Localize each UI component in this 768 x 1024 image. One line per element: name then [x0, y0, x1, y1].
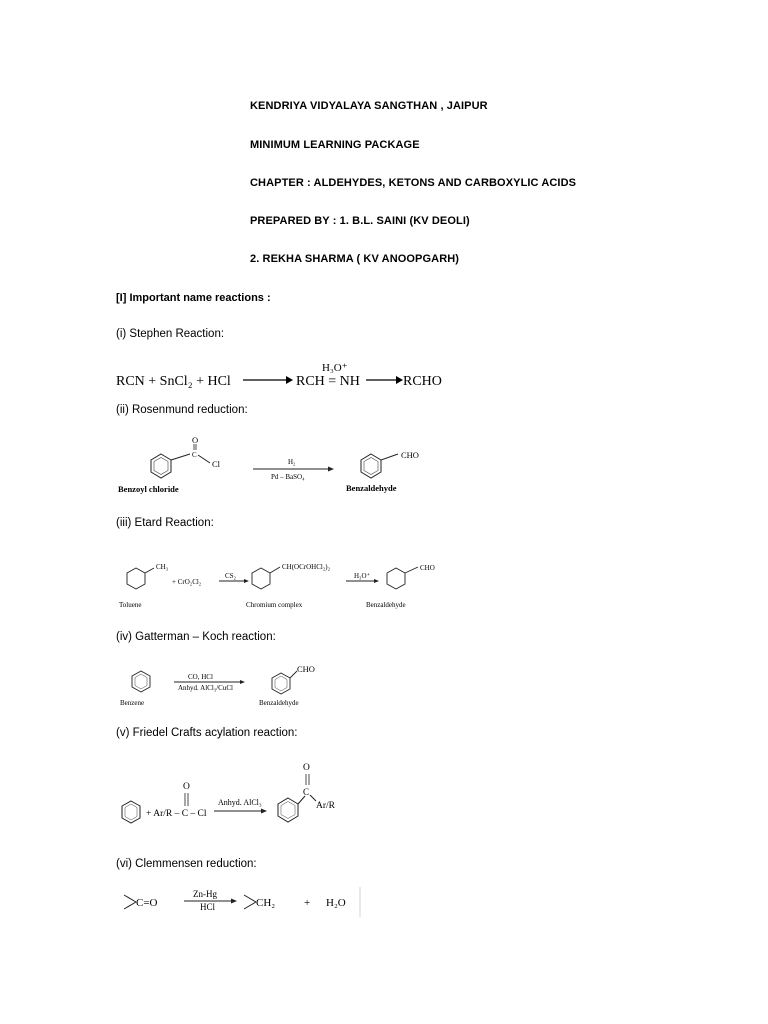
rosenmund-reactant-label: Benzoyl chloride [118, 484, 179, 494]
clemmensen-equation [116, 885, 366, 920]
reaction-title-etard: (iii) Etard Reaction: [116, 517, 214, 529]
friedel-crafts-reagent: Anhyd. AlCl₃ [218, 798, 262, 807]
rosenmund-oxygen: O [192, 435, 199, 445]
clemmensen-reagent-bottom: HCl [200, 902, 216, 912]
gatterman-koch-equation [116, 663, 336, 711]
clemmensen-plus: + [304, 897, 311, 909]
stephen-reagent: H₃O⁺ [322, 362, 348, 374]
stephen-arrowhead-2 [396, 376, 403, 384]
stephen-reactants: RCN + SnCl₂ + HCl [116, 374, 231, 389]
friedel-crafts-product-group: Ar/R [316, 801, 335, 811]
benzene-inner-ring-icon [281, 802, 295, 819]
clemmensen-reactant: C=O [136, 897, 158, 909]
gatterman-koch-product-label: Benzaldehyde [259, 699, 299, 707]
clemmensen-reagent-top: Zn-Hg [193, 889, 217, 899]
rosenmund-reagent-top: H₂ [288, 458, 296, 466]
gatterman-koch-reactant-label: Benzene [120, 699, 145, 707]
friedel-crafts-product-carbon: C [303, 787, 310, 797]
header-prepared-by-2: 2. REKHA SHARMA ( KV ANOOPGARH) [250, 253, 460, 265]
header-package: MINIMUM LEARNING PACKAGE [250, 139, 420, 151]
header-chapter: CHAPTER : ALDEHYDES, KETONS AND CARBOXYLIC ACIDS [250, 177, 577, 189]
etard-intermediate-group: CH(OCrOHCl₂)₂ [282, 563, 331, 571]
gatterman-koch-reagent-bottom: Anhyd. AlCl₃/CuCl [178, 684, 233, 692]
stephen-equation [116, 355, 442, 395]
etard-reactant-group: CH₃ [156, 563, 169, 571]
reaction-title-friedel-crafts: (v) Friedel Crafts acylation reaction: [116, 727, 298, 739]
benzene-inner-ring-icon [275, 676, 287, 691]
etard-reactant-label: Toluene [119, 601, 142, 609]
etard-product-label: Benzaldehyde [366, 601, 406, 609]
friedel-crafts-reactant-oxygen: O [183, 782, 190, 792]
etard-solvent: CS₂ [225, 572, 237, 580]
benzene-ring-icon [122, 801, 140, 823]
etard-product-group: CHO [420, 564, 435, 572]
benzene-inner-ring-icon [364, 458, 378, 475]
benzene-ring-icon [387, 568, 405, 589]
gatterman-koch-product-group: CHO [297, 664, 315, 674]
etard-reagent-2: H₃O⁺ [354, 572, 371, 580]
rosenmund-carbon: C [192, 451, 197, 459]
reaction-title-rosenmund: (ii) Rosenmund reduction: [116, 404, 248, 416]
friedel-crafts-reactant: + Ar/R – C – Cl [146, 809, 207, 819]
friedel-crafts-equation [116, 758, 346, 840]
header-prepared-by: PREPARED BY : 1. B.L. SAINI (KV DEOLI) [250, 215, 470, 227]
benzene-inner-ring-icon [154, 458, 168, 475]
reaction-title-clemmensen: (vi) Clemmensen reduction: [116, 858, 257, 870]
rosenmund-reagent-bottom: Pd – BaSO₄ [271, 473, 305, 481]
benzene-inner-ring-icon [125, 804, 137, 820]
clemmensen-byproduct: H₂O [326, 897, 346, 909]
stephen-product: RCHO [403, 374, 442, 389]
reaction-title-stephen: (i) Stephen Reaction: [116, 328, 225, 340]
etard-equation [116, 552, 446, 614]
etard-intermediate-label: Chromium complex [246, 601, 303, 609]
rosenmund-product-group: CHO [401, 450, 419, 460]
stephen-intermediate: RCH = NH [296, 374, 360, 389]
rosenmund-equation [116, 436, 456, 498]
gatterman-koch-reagent-top: CO, HCl [188, 673, 213, 681]
header-org: KENDRIYA VIDYALAYA SANGTHAN , JAIPUR [250, 100, 488, 112]
friedel-crafts-product-oxygen: O [303, 763, 310, 773]
reaction-title-gatterman-koch: (iv) Gatterman – Koch reaction: [116, 631, 276, 643]
rosenmund-product-label: Benzaldehyde [346, 483, 397, 493]
etard-plus-reagent: + CrO₂Cl₂ [172, 578, 202, 586]
rosenmund-chlorine: Cl [212, 459, 221, 469]
benzene-inner-ring-icon [135, 674, 147, 689]
clemmensen-product: CH₂ [256, 897, 276, 909]
section-title: [I] Important name reactions : [116, 292, 271, 304]
stephen-arrowhead-1 [286, 376, 293, 384]
benzene-ring-icon [252, 568, 270, 589]
benzene-ring-icon [127, 568, 145, 589]
